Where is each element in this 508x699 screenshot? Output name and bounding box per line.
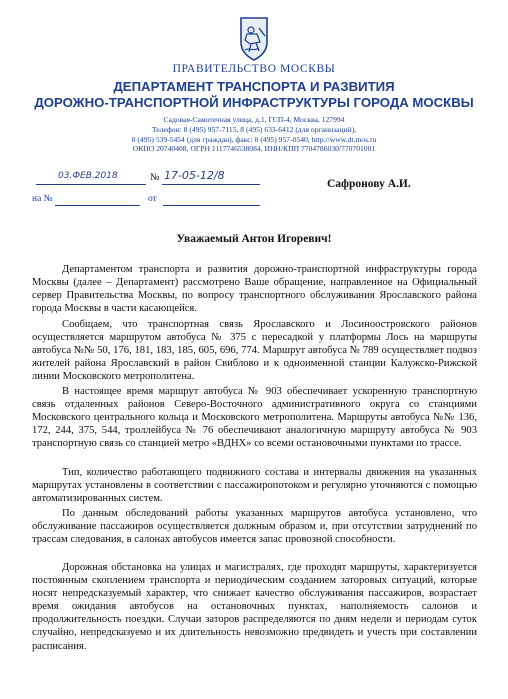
body-paragraph-4: Тип, количество работающего подвижного состава и интервалы движения на указанных маршрутах установлены в соответствии с пассажиропотоком и регулярно уточняются с помощью автоматизированных систем. bbox=[32, 467, 477, 505]
body-paragraph-2: Сообщаем, что транспортная связь Ярославского и Лосиноостровского районов осуществляется маршрутом автобуса № 375 с пересадкой у платформы Лось на маршруты автобуса №№ 50, 176, 181, 183, 185, 605, 696, 774. Маршрут автобуса № 789 осуществляет подвоз жителей района Ярославский в район Свиблово и к одноименной станции Калужско-Рижской линии Московского метрополитена. bbox=[32, 319, 477, 383]
salutation: Уважаемый Антон Игоревич! bbox=[176, 233, 332, 245]
body-paragraph-1: Департаментом транспорта и развития дорожно-транспортной инфраструктуры города Москвы (далее – Департамент) рассмотрено Ваше обращение, направленное на Официальный сервер Правительства Москвы, по вопросу транспортного обслуживания Ярославского района города Москвы в части касающейся. bbox=[32, 264, 477, 315]
from-label: от bbox=[148, 194, 157, 204]
registration-number-handwritten: 17-05-12/8 bbox=[164, 169, 225, 182]
number-sign: № bbox=[150, 172, 160, 183]
government-name: ПРАВИТЕЛЬСТВО МОСКВЫ bbox=[172, 63, 336, 75]
number-underline bbox=[162, 184, 260, 185]
phones-line: Телефон: 8 (495) 957-7115, 8 (495) 633-6412 (для организаций), bbox=[151, 125, 357, 134]
in-reply-to-label: на № bbox=[32, 194, 53, 204]
department-name-line-2: ДОРОЖНО-ТРАНСПОРТНОЙ ИНФРАСТРУКТУРЫ ГОРОДА МОСКВЫ bbox=[34, 95, 474, 110]
date-handwritten: 03.ФЕВ.2018 bbox=[58, 171, 118, 181]
department-name-line-1: ДЕПАРТАМЕНТ ТРАНСПОРТА И РАЗВИТИЯ bbox=[113, 79, 395, 94]
body-paragraph-6: Дорожная обстановка на улицах и магистралях, где проходят маршруты, характеризуется постоянным скоплением транспорта и периодическим созданием заторовых ситуаций, которые носят непредсказуемый характер, что снижает качество обслуживания пассажиров, возрастает время ожидания автобусов на остановочных пунктах, наполняемость салонов и продолжительность поездки. Случаи заторов распределяются по дням недели и периодам суток случайно, непредсказуемо и их длительность невозможно предвидеть и учесть при составлении расписания. bbox=[32, 562, 477, 652]
address-line: Садовая-Самотечная улица, д.1, ГСП-4, Москва, 127994 bbox=[163, 115, 345, 124]
from-underline bbox=[163, 205, 260, 206]
recipient-name: Сафронову А.И. bbox=[327, 178, 411, 190]
moscow-coat-of-arms-emblem bbox=[229, 12, 279, 62]
contacts-line: 8 (495) 539-5454 (для граждан), факс: 8 (495) 957-0540, http://www.dt.mos.ru bbox=[131, 135, 377, 144]
registration-codes-line: ОКПО 20740408, ОГРН 1117746538084, ИНН/КПП 7704786030/770701001 bbox=[132, 144, 376, 153]
in-reply-to-underline bbox=[55, 205, 140, 206]
body-paragraph-5: По данным обследований работы указанных маршрутов автобуса установлено, что обслуживание пассажиров осуществляется должным образом и, при отсутствии затруднений по трассам следования, в салонах автобусов имеется запас провозной способности. bbox=[32, 508, 477, 546]
body-paragraph-3: В настоящее время маршрут автобуса № 903 обеспечивает ускоренную транспортную связь отдаленных районов Северо-Восточного административного округа со станциями Московского центрального кольца и Московского метрополитена. Маршруты автобуса №№ 136, 172, 244, 375, 544, троллейбуса № 76 обеспечивают аналогичную маршруту автобуса № 903 транспортную связь со станцией метро «ВДНХ» со всеми остановочными пунктами по трассе. bbox=[32, 386, 477, 450]
date-underline bbox=[36, 184, 146, 185]
